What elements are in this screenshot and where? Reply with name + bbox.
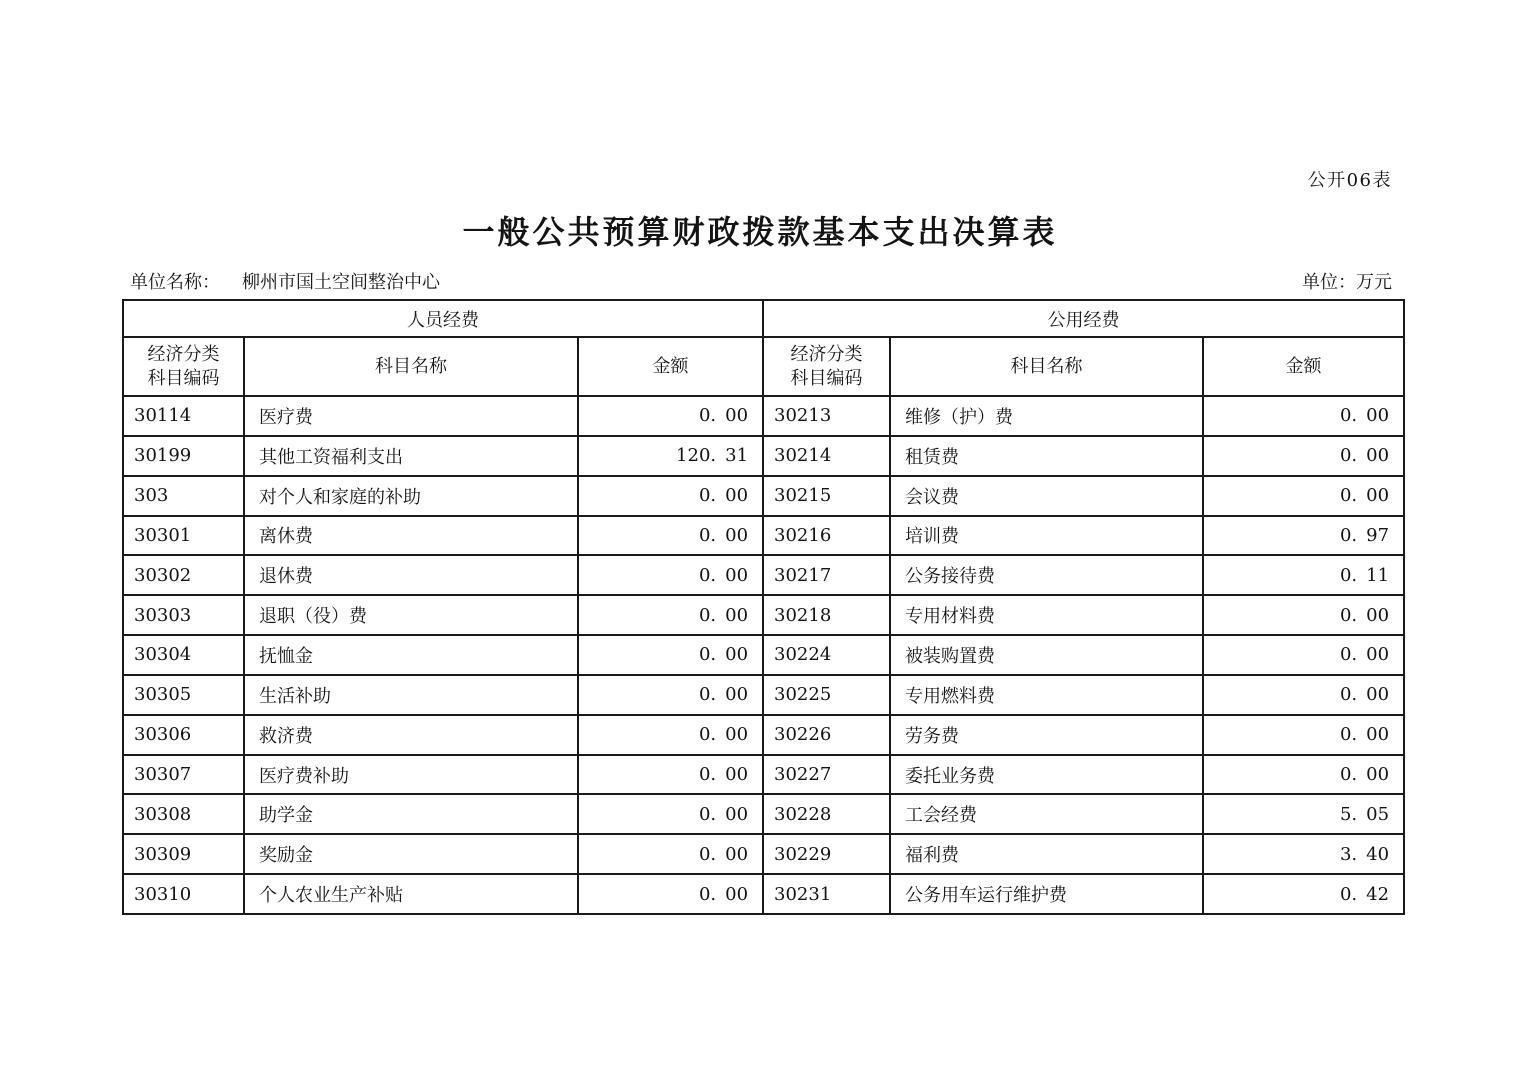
- right-code-cell: 30217: [763, 555, 890, 595]
- right-amount-cell: 0. 00: [1203, 396, 1404, 436]
- table-row: [123, 834, 1404, 874]
- right-code-cell: 30218: [763, 595, 890, 635]
- right-code-cell: 30228: [763, 794, 890, 834]
- left-code-cell: 30199: [123, 436, 244, 476]
- right-name-cell: 公务用车运行维护费: [890, 874, 1203, 914]
- left-amount-cell: 0. 00: [578, 794, 763, 834]
- left-name-cell: 对个人和家庭的补助: [244, 476, 578, 516]
- right-amount-cell: 0. 00: [1203, 476, 1404, 516]
- group-header-row: [123, 300, 1404, 337]
- table-row: [123, 476, 1404, 516]
- left-code-cell: 30308: [123, 794, 244, 834]
- left-name-cell: 助学金: [244, 794, 578, 834]
- left-name-cell: 奖励金: [244, 834, 578, 874]
- table-row: [123, 396, 1404, 436]
- unit-name-value: 柳州市国土空间整治中心: [242, 272, 440, 293]
- right-amount-cell: 0. 42: [1203, 874, 1404, 914]
- unit-name-label: 单位名称：: [130, 272, 220, 293]
- col-header-code-line1: 经济分类: [790, 343, 863, 365]
- left-name-cell: 医疗费补助: [244, 755, 578, 795]
- right-amount-cell: 0. 00: [1203, 715, 1404, 755]
- col-header-code-line1: 经济分类: [147, 343, 220, 365]
- col-header-name-left: 科目名称: [244, 337, 578, 396]
- left-amount-cell: 0. 00: [578, 715, 763, 755]
- table-row: [123, 715, 1404, 755]
- right-amount-cell: 3. 40: [1203, 834, 1404, 874]
- left-code-cell: 303: [123, 476, 244, 516]
- left-code-cell: 30305: [123, 675, 244, 715]
- table-row: [123, 755, 1404, 795]
- left-amount-cell: 0. 00: [578, 595, 763, 635]
- right-name-cell: 被装购置费: [890, 635, 1203, 675]
- col-header-name-right: 科目名称: [890, 337, 1203, 396]
- left-amount-cell: 0. 00: [578, 476, 763, 516]
- right-code-cell: 30225: [763, 675, 890, 715]
- right-code-cell: 30214: [763, 436, 890, 476]
- group-header-personnel: 人员经费: [123, 300, 763, 337]
- table-row: [123, 874, 1404, 914]
- col-header-code-right: [763, 337, 890, 396]
- left-name-cell: 其他工资福利支出: [244, 436, 578, 476]
- left-name-cell: 抚恤金: [244, 635, 578, 675]
- left-name-cell: 个人农业生产补贴: [244, 874, 578, 914]
- table-row: [123, 675, 1404, 715]
- left-amount-cell: 0. 00: [578, 555, 763, 595]
- left-code-cell: 30310: [123, 874, 244, 914]
- right-name-cell: 福利费: [890, 834, 1203, 874]
- doc-number-label: 公开06表: [1307, 170, 1392, 191]
- col-header-code-line2: 科目编码: [147, 367, 220, 389]
- left-amount-cell: 0. 00: [578, 755, 763, 795]
- table-row: [123, 516, 1404, 556]
- table-row: [123, 436, 1404, 476]
- right-amount-cell: 5. 05: [1203, 794, 1404, 834]
- left-code-cell: 30302: [123, 555, 244, 595]
- table-row: [123, 595, 1404, 635]
- left-code-cell: 30303: [123, 595, 244, 635]
- right-amount-cell: 0. 00: [1203, 755, 1404, 795]
- right-code-cell: 30227: [763, 755, 890, 795]
- left-name-cell: 生活补助: [244, 675, 578, 715]
- table-body: [123, 396, 1404, 914]
- table-row: [123, 635, 1404, 675]
- right-name-cell: 委托业务费: [890, 755, 1203, 795]
- col-header-amount-left: 金额: [578, 337, 763, 396]
- unit-name-group: [130, 268, 440, 294]
- right-name-cell: 维修（护）费: [890, 396, 1203, 436]
- right-name-cell: 工会经费: [890, 794, 1203, 834]
- left-amount-cell: 0. 00: [578, 516, 763, 556]
- left-name-cell: 退职（役）费: [244, 595, 578, 635]
- left-name-cell: 救济费: [244, 715, 578, 755]
- right-amount-cell: 0. 97: [1203, 516, 1404, 556]
- left-amount-cell: 0. 00: [578, 396, 763, 436]
- col-header-code-line2: 科目编码: [790, 367, 863, 389]
- page-title: 一般公共预算财政拨款基本支出决算表: [462, 213, 1058, 251]
- right-code-cell: 30213: [763, 396, 890, 436]
- right-code-cell: 30224: [763, 635, 890, 675]
- group-header-public: 公用经费: [763, 300, 1404, 337]
- right-name-cell: 劳务费: [890, 715, 1203, 755]
- left-amount-cell: 0. 00: [578, 635, 763, 675]
- left-name-cell: 离休费: [244, 516, 578, 556]
- left-code-cell: 30306: [123, 715, 244, 755]
- left-amount-cell: 0. 00: [578, 675, 763, 715]
- budget-table: [122, 299, 1405, 915]
- info-row: [130, 268, 1392, 294]
- left-code-cell: 30304: [123, 635, 244, 675]
- right-amount-cell: 0. 11: [1203, 555, 1404, 595]
- right-name-cell: 会议费: [890, 476, 1203, 516]
- right-amount-cell: 0. 00: [1203, 675, 1404, 715]
- left-amount-cell: 120. 31: [578, 436, 763, 476]
- right-code-cell: 30215: [763, 476, 890, 516]
- col-header-code-left: [123, 337, 244, 396]
- right-amount-cell: 0. 00: [1203, 436, 1404, 476]
- right-name-cell: 专用燃料费: [890, 675, 1203, 715]
- right-code-cell: 30216: [763, 516, 890, 556]
- left-code-cell: 30309: [123, 834, 244, 874]
- col-header-amount-right: 金额: [1203, 337, 1404, 396]
- table-row: [123, 794, 1404, 834]
- left-code-cell: 30307: [123, 755, 244, 795]
- right-amount-cell: 0. 00: [1203, 635, 1404, 675]
- right-name-cell: 培训费: [890, 516, 1203, 556]
- right-name-cell: 专用材料费: [890, 595, 1203, 635]
- table-row: [123, 555, 1404, 595]
- right-name-cell: 公务接待费: [890, 555, 1203, 595]
- left-amount-cell: 0. 00: [578, 874, 763, 914]
- left-name-cell: 退休费: [244, 555, 578, 595]
- left-code-cell: 30114: [123, 396, 244, 436]
- left-code-cell: 30301: [123, 516, 244, 556]
- left-amount-cell: 0. 00: [578, 834, 763, 874]
- right-code-cell: 30226: [763, 715, 890, 755]
- left-name-cell: 医疗费: [244, 396, 578, 436]
- right-amount-cell: 0. 00: [1203, 595, 1404, 635]
- right-name-cell: 租赁费: [890, 436, 1203, 476]
- column-header-row: [123, 337, 1404, 396]
- unit-scale-label: 单位：万元: [1302, 272, 1392, 293]
- right-code-cell: 30231: [763, 874, 890, 914]
- right-code-cell: 30229: [763, 834, 890, 874]
